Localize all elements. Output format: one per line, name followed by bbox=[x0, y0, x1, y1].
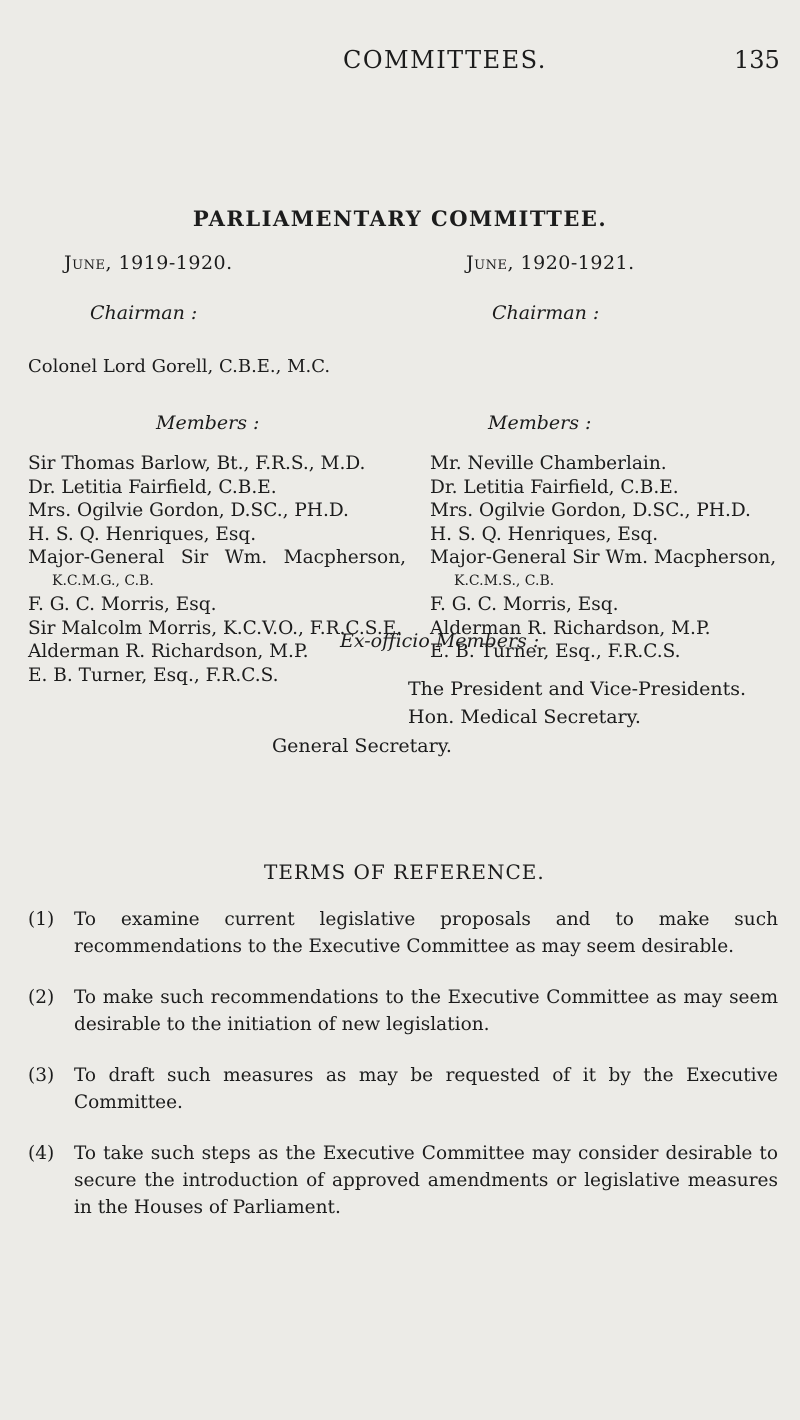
member-item: Sir Thomas Barlow, Bt., F.R.S., M.D. bbox=[28, 453, 366, 474]
term-item bbox=[28, 1062, 778, 1116]
chairman-label: Chairman : bbox=[492, 302, 600, 324]
member-item: Mr. Neville Chamberlain. bbox=[430, 453, 667, 474]
member-item: E. B. Turner, Esq., F.R.C.S. bbox=[430, 641, 681, 662]
member-item-continuation: K.C.M.S., C.B. bbox=[454, 572, 555, 589]
term-number: (4) bbox=[28, 1143, 55, 1164]
members-label: Members : bbox=[156, 412, 260, 434]
member-item: Major-General Sir Wm. Macpherson, bbox=[430, 547, 777, 568]
term-item bbox=[28, 1140, 778, 1221]
period-heading: June, 1919-1920. bbox=[64, 252, 233, 274]
term-text: To examine current legislative proposals and to make such recommendations to the Executive Committee as may seem desirable. bbox=[74, 909, 778, 957]
member-item: F. G. C. Morris, Esq. bbox=[28, 594, 217, 615]
term-text: To make such recommendations to the Executive Committee as may seem desirable to the initiation of new legislation. bbox=[74, 987, 778, 1035]
member-item: Alderman R. Richardson, M.P. bbox=[430, 617, 711, 639]
running-head bbox=[0, 46, 800, 86]
page-title: PARLIAMENTARY COMMITTEE. bbox=[192, 206, 608, 231]
ex-officio-line: Hon. Medical Secretary. bbox=[408, 706, 641, 728]
ex-officio-label: Ex-officio Members : bbox=[340, 630, 540, 652]
member-item: H. S. Q. Henriques, Esq. bbox=[430, 523, 659, 545]
member-item: Mrs. Ogilvie Gordon, D.SC., PH.D. bbox=[28, 500, 349, 521]
member-item: Mrs. Ogilvie Gordon, D.SC., PH.D. bbox=[430, 500, 751, 521]
member-item: F. G. C. Morris, Esq. bbox=[430, 594, 619, 615]
term-number: (1) bbox=[28, 909, 55, 930]
ex-officio-line: The President and Vice-Presidents. bbox=[408, 678, 746, 700]
terms-list bbox=[28, 906, 778, 1244]
page-number: 135 bbox=[734, 46, 780, 74]
ex-officio-line: General Secretary. bbox=[272, 735, 452, 757]
member-item: Dr. Letitia Fairfield, C.B.E. bbox=[28, 476, 277, 498]
member-item: Alderman R. Richardson, M.P. bbox=[28, 641, 309, 662]
period-heading: June, 1920-1921. bbox=[466, 252, 635, 274]
chairman-name: Colonel Lord Gorell, C.B.E., M.C. bbox=[28, 356, 331, 377]
member-item-continuation: K.C.M.G., C.B. bbox=[52, 572, 154, 589]
member-item: E. B. Turner, Esq., F.R.C.S. bbox=[28, 664, 279, 686]
term-item bbox=[28, 906, 778, 960]
running-title: COMMITTEES. bbox=[343, 46, 547, 74]
term-number: (2) bbox=[28, 987, 55, 1008]
member-item: Sir Malcolm Morris, K.C.V.O., F.R.C.S.E. bbox=[28, 617, 403, 639]
member-item: H. S. Q. Henriques, Esq. bbox=[28, 523, 257, 545]
term-item bbox=[28, 984, 778, 1038]
chairman-label: Chairman : bbox=[90, 302, 198, 324]
member-item: Dr. Letitia Fairfield, C.B.E. bbox=[430, 476, 679, 498]
member-item: Major-General Sir Wm. Macpherson, bbox=[28, 547, 406, 568]
term-number: (3) bbox=[28, 1065, 55, 1086]
term-text: To draft such measures as may be requested of it by the Executive Committee. bbox=[74, 1065, 778, 1113]
term-text: To take such steps as the Executive Committee may consider desirable to secure the introduction of approved amendments or legislative measures in the Houses of Parliament. bbox=[74, 1143, 778, 1218]
terms-heading: TERMS OF REFERENCE. bbox=[264, 860, 545, 884]
members-label: Members : bbox=[488, 412, 592, 434]
